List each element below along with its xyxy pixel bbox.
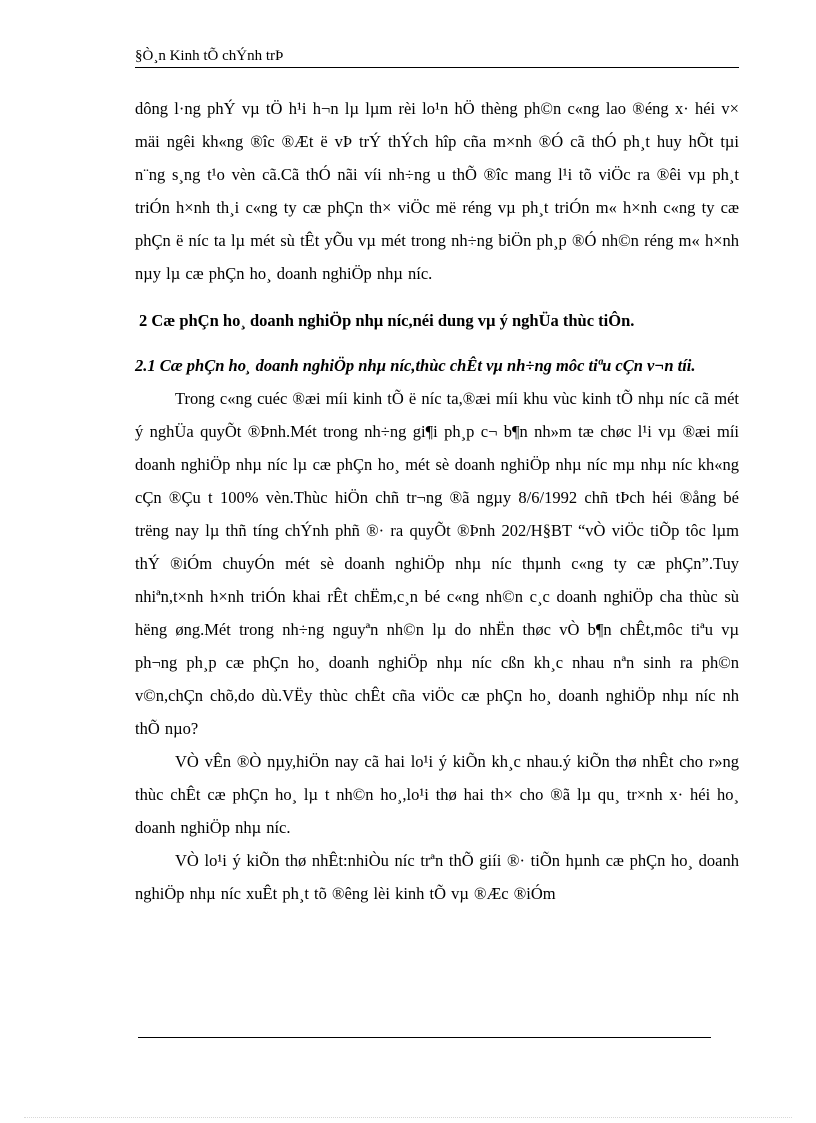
body-paragraph: VÒ lo¹i ý kiÕn thø nhÊt:nhiÒu níc trªn thÕ giíi ®· tiÕn hµnh cæ phÇn ho¸ doanh nghiÖp nhµ níc xuÊt ph¸t tõ ®êng lèi kinh tÕ vµ ®Æc ®iÓm xyxy=(135,851,739,903)
page-header-title: §Ò¸n Kinh tÕ chÝnh trÞ xyxy=(135,48,284,64)
header-rule xyxy=(135,67,739,68)
footer-rule xyxy=(138,1037,711,1038)
body-paragraph: VÒ vÊn ®Ò nµy,hiÖn nay cã hai lo¹i ý kiÕn kh¸c nhau.ý kiÕn thø nhÊt cho r»ng thùc chÊt cæ phÇn ho¸ lµ t nh©n ho¸,lo¹i thø hai th× cho ®ã lµ qu¸ tr×nh x· héi ho¸ doanh nghiÖp nhµ níc. xyxy=(135,752,739,837)
subsection-heading-2-1: 2.1 Cæ phÇn ho¸ doanh nghiÖp nhµ níc,thùc chÊt vµ nh÷ng môc tiªu cÇn v¬n tíi. xyxy=(135,356,696,375)
document-body xyxy=(135,92,739,910)
page-bottom-border xyxy=(24,1117,792,1118)
body-paragraph: Trong c«ng cuéc ®æi míi kinh tÕ ë níc ta,®æi míi khu vùc kinh tÕ nhµ níc cã mét ý nghÜa quyÕt ®Þnh.Mét trong nh÷ng gi¶i ph¸p c¬ b¶n nh»m tæ chøc l¹i vµ ®æi míi doanh nghiÖp nhµ níc lµ cæ phÇn ho¸ mét sè doanh nghiÖp nhµ níc mµ nhµ níc kh«ng cÇn ®Çu t 100% vèn.Thùc hiÖn chñ tr¬ng ®ã ngµy 8/6/1992 chñ tÞch héi ®ång bé trëng nay lµ thñ tíng chÝnh phñ ®· ra quyÕt ®Þnh 202/H§BT “vÒ viÖc tiÕp tôc lµm thÝ ®iÓm chuyÓn mét sè doanh nghiÖp nhµ níc thµnh c«ng ty cæ phÇn”.Tuy nhiªn,t×nh h×nh triÓn khai rÊt chËm,c¸n bé c«ng nh©n c¸c doanh nghiÖp cha thùc sù hëng øng.Mét trong nh÷ng nguyªn nh©n lµ do nhËn thøc vÒ b¶n chÊt,môc tiªu vµ ph¬ng ph¸p cæ phÇn ho¸ doanh nghiÖp nhµ níc cßn kh¸c nhau nªn sinh ra ph©n v©n,chÇn chõ,do dù.VËy thùc chÊt cña viÖc cæ phÇn ho¸ doanh nghiÖp nhµ níc nh thÕ nµo? xyxy=(135,389,739,738)
paragraph-continued: dông l·ng phÝ vµ tÖ h¹i h¬n lµ lµm rèi lo¹n hÖ thèng ph©n c«ng lao ®éng x· héi v× mäi ngêi kh«ng ®îc ®Æt ë vÞ trÝ thÝch hîp cña m×nh ®Ó cã thÓ ph¸t huy hÕt tµi n¨ng s¸ng t¹o vèn cã.Cã thÓ nãi víi nh÷ng u thÕ ®îc mang l¹i tõ viÖc ra ®êi vµ ph¸t triÓn h×nh th¸i c«ng ty cæ phÇn th× viÖc më réng vµ ph¸t triÓn m« h×nh c«ng ty cæ phÇn ë níc ta lµ mét sù tÊt yÕu vµ mét trong nh÷ng biÖn ph¸p ®Ó nh©n réng m« h×nh nµy lµ cæ phÇn ho¸ doanh nghiÖp nhµ níc. xyxy=(135,99,739,283)
section-heading-2: 2 Cæ phÇn ho¸ doanh nghiÖp nhµ níc,néi dung vµ ý nghÜa thùc tiÔn. xyxy=(139,311,635,330)
